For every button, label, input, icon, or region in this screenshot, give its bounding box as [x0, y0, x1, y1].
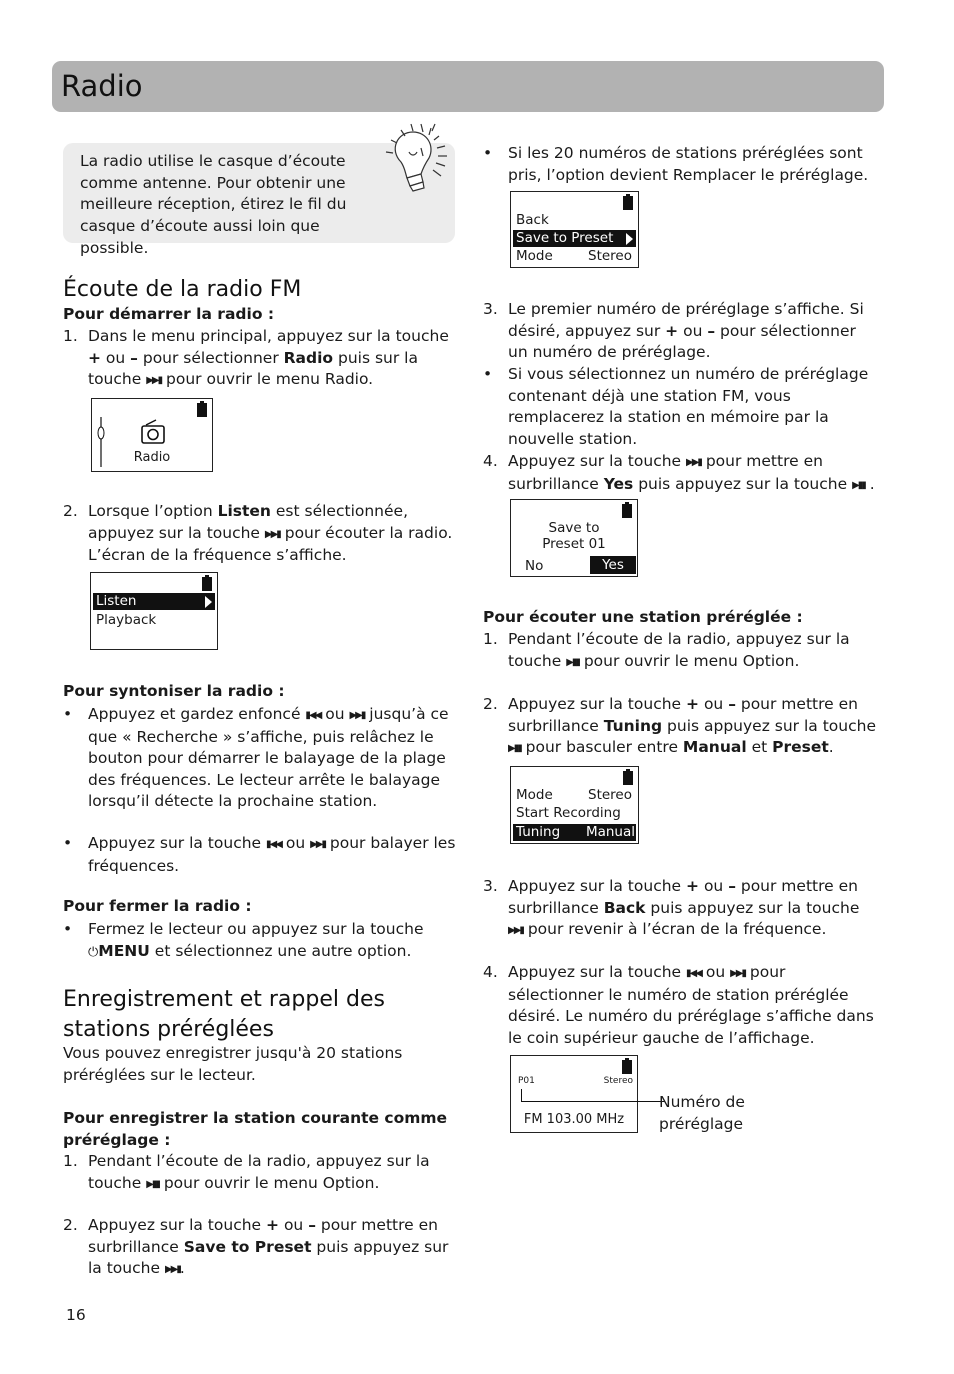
confirm-yes: Yes [590, 556, 636, 574]
next-icon: ▶▶▮ [310, 839, 325, 850]
menu-item-start-recording: Start Recording [516, 805, 621, 821]
stereo-indicator: Stereo [603, 1076, 633, 1086]
title-banner [52, 61, 884, 112]
prev-icon: ▮◀◀ [305, 710, 321, 721]
next-icon: ▶▶▮ [349, 710, 365, 721]
screen-radio-label: Radio [133, 450, 171, 465]
presets-intro: Vous pouvez enregistrer jusqu'à 20 stations préréglées sur le lecteur. [63, 1044, 403, 1084]
radio-icon [140, 419, 166, 445]
play-pause-icon: ▶▮▮ [852, 479, 865, 491]
battery-icon [623, 771, 633, 785]
menu-item-mode: Mode Stereo [516, 787, 632, 803]
confirm-no: No [525, 558, 544, 574]
frequency-readout: FM 103.00 MHz [523, 1112, 625, 1127]
menu-item-playback: Playback [96, 612, 157, 628]
menu-item-tuning: Tuning Manual [513, 824, 636, 841]
battery-icon [202, 577, 212, 591]
subheading-close: Pour fermer la radio : [63, 897, 252, 915]
menu-item-save-to-preset: Save to Preset [513, 230, 636, 247]
page-title: Radio [61, 69, 143, 103]
power-icon: ⏻ [88, 944, 99, 960]
play-pause-icon: ▶▮▮ [566, 656, 579, 668]
screen-listen-menu [90, 572, 218, 650]
screen-radio-menu [91, 398, 213, 472]
screen-option-menu [510, 766, 639, 844]
screen-confirm-save [510, 499, 638, 577]
next-icon: ▶▶▮ [730, 968, 745, 979]
screen-frequency [510, 1055, 638, 1133]
menu-item-listen: Listen [93, 593, 215, 610]
subheading-tune: Pour syntoniser la radio : [63, 682, 285, 700]
next-icon: ▶▶▮ [264, 528, 280, 540]
battery-icon [197, 403, 207, 417]
prev-icon: ▮◀◀ [266, 839, 281, 850]
screen-save-preset [510, 191, 639, 268]
subheading-save-preset: Pour enregistrer la station courante comme préréglage : [63, 1109, 448, 1149]
preset-number: P01 [518, 1076, 535, 1086]
play-pause-icon: ▶▮▮ [146, 1178, 159, 1190]
section-heading-fm: Écoute de la radio FM [63, 277, 302, 302]
subheading-start-radio: Pour démarrer la radio : [63, 305, 275, 323]
page-number: 16 [66, 1306, 86, 1324]
menu-item-back: Back [516, 212, 549, 228]
battery-icon [622, 504, 632, 518]
lightbulb-icon [383, 122, 469, 196]
next-icon: ▶▶▮ [686, 457, 701, 468]
battery-icon [623, 196, 633, 210]
prev-icon: ▮◀◀ [686, 968, 701, 979]
next-icon: ▶▶▮ [164, 1264, 180, 1276]
section-heading-presets: Enregistrement et rappel des stations préréglées [63, 987, 385, 1042]
tip-text: La radio utilise le casque d’écoute comme antenne. Pour obtenir une meilleure réception, étirez le fil du casque d’écoute aussi loin que possible. [80, 152, 347, 257]
subheading-listen-preset: Pour écouter une station préréglée : [483, 608, 803, 626]
menu-item-mode: Mode Stereo [516, 248, 632, 264]
next-icon: ▶▶▮ [146, 375, 162, 387]
callout-preset-number: Numéro de préréglage [659, 1093, 745, 1133]
confirm-message: Save to Preset 01 [542, 520, 606, 552]
next-icon: ▶▶▮ [508, 925, 523, 937]
play-pause-icon: ▶▮▮ [508, 743, 521, 755]
battery-icon [622, 1060, 632, 1074]
